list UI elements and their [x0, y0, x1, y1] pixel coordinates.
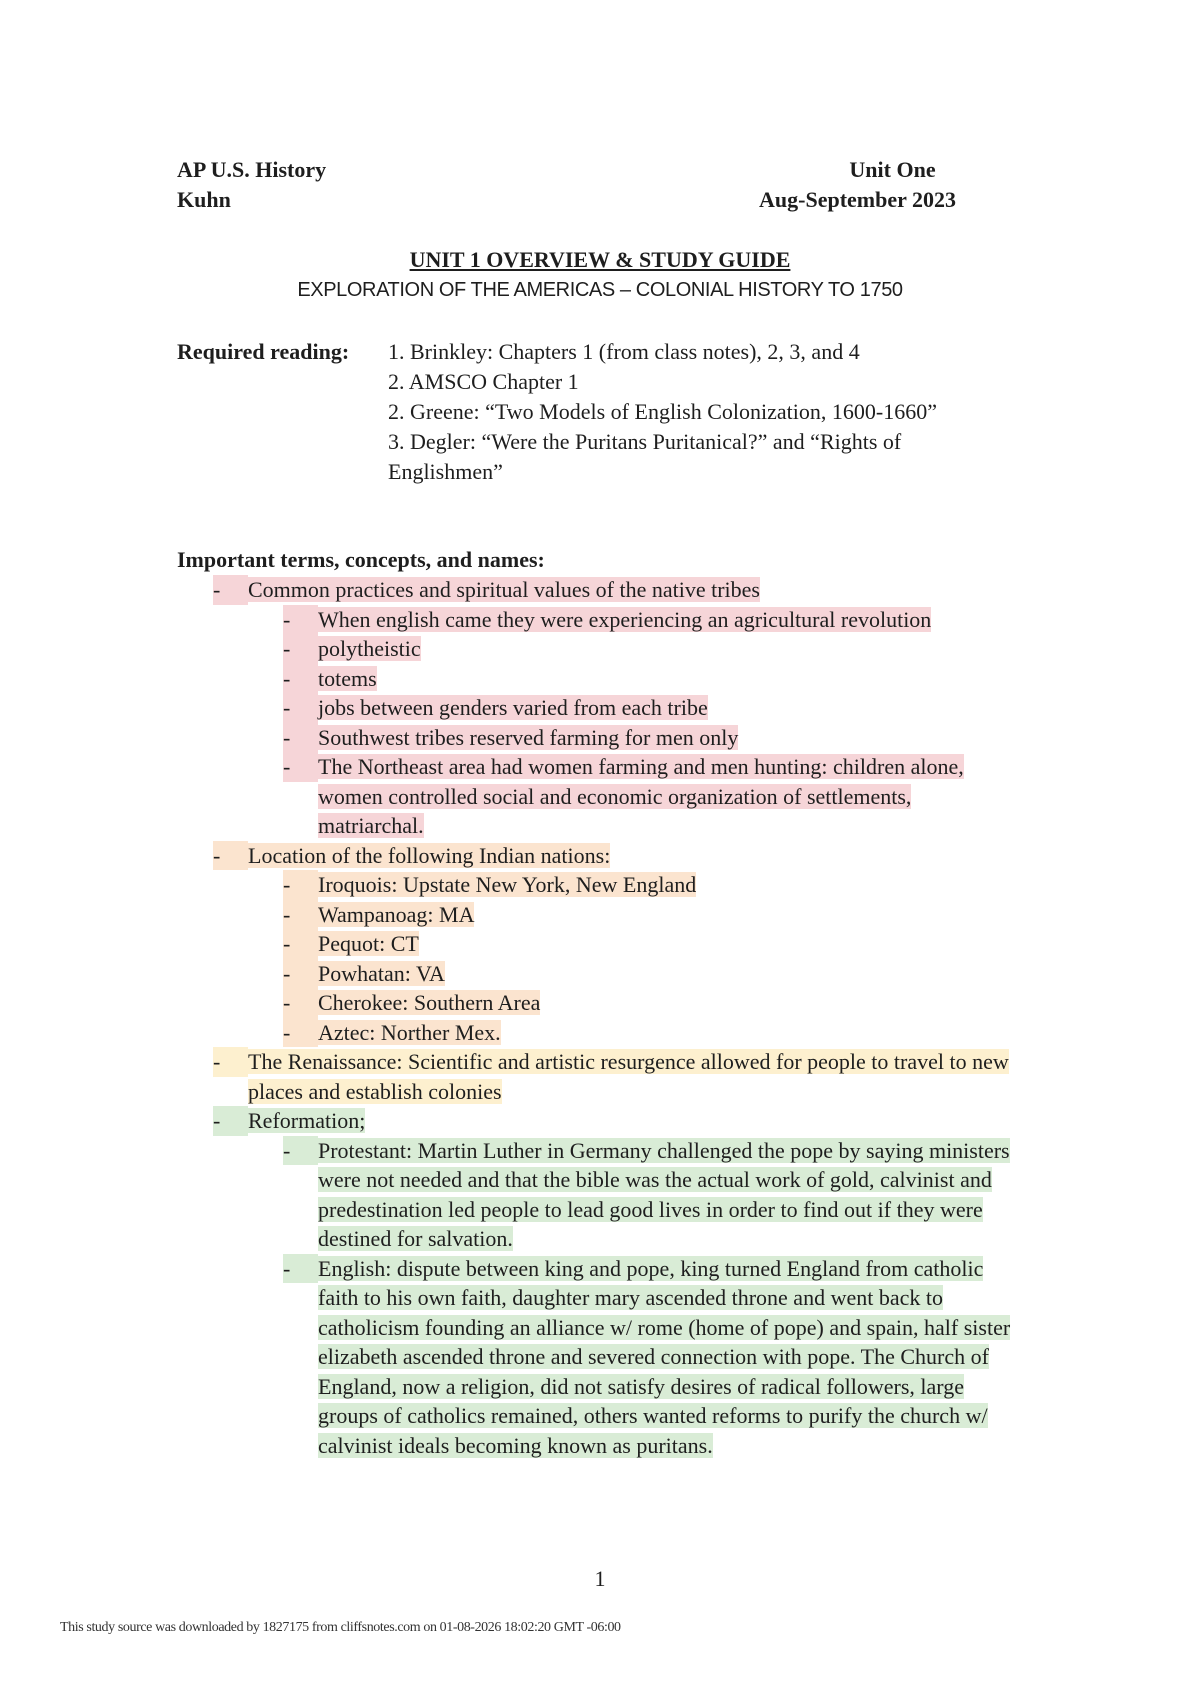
list-item	[0, 988, 1200, 1018]
list-item-text: Powhatan: VA	[318, 960, 445, 986]
list-item-text: Iroquois: Upstate New York, New England	[318, 872, 697, 897]
header-left	[177, 155, 326, 215]
list-item-text: Location of the following Indian nations:	[248, 842, 611, 868]
list-item-text: jobs between genders varied from each tribe	[318, 695, 708, 720]
list-item	[0, 870, 1200, 900]
download-footer: This study source was downloaded by 1827175 from cliffsnotes.com on 01-08-2026 18:02:20 GMT -06:00	[60, 1620, 621, 1635]
bullet-dash: -	[283, 723, 318, 753]
bullet-dash: -	[283, 1136, 318, 1166]
bullet-dash: -	[283, 900, 318, 930]
terms-heading: Important terms, concepts, and names:	[177, 547, 545, 572]
list-item	[0, 959, 1200, 989]
list-item	[0, 664, 1200, 694]
list-item	[0, 723, 1200, 753]
reading-item: 2. Greene: “Two Models of English Colonization, 1600-1660”	[388, 399, 937, 424]
list-item	[0, 752, 1200, 841]
bullet-dash: -	[283, 959, 318, 989]
list-item-reformation	[0, 1106, 1200, 1136]
page-title: UNIT 1 OVERVIEW & STUDY GUIDE	[409, 247, 791, 272]
reading-item: 2. AMSCO Chapter 1	[388, 369, 579, 394]
list-item-text: Reformation;	[248, 1108, 366, 1133]
list-item-text: Aztec: Norther Mex.	[318, 1019, 501, 1045]
bullet-dash: -	[283, 752, 318, 782]
bullet-dash: -	[213, 575, 248, 605]
course-name: AP U.S. History	[177, 157, 327, 182]
bullet-dash: -	[213, 1106, 248, 1136]
list-item	[0, 1254, 1200, 1461]
list-item-text: Pequot: CT	[318, 931, 419, 956]
list-item-renaissance	[0, 1047, 1200, 1106]
bullet-dash: -	[283, 1254, 318, 1284]
bullet-dash: -	[213, 1047, 248, 1077]
list-item-text: polytheistic	[318, 636, 421, 661]
teacher-name: Kuhn	[177, 187, 231, 212]
list-item	[0, 1136, 1200, 1254]
header-right	[759, 155, 956, 215]
required-reading-list	[388, 337, 988, 487]
bullet-dash: -	[283, 664, 318, 694]
list-item-text: The Northeast area had women farming and men hunting: children alone, women controlled social and economic organization of settlements, matriarchal.	[318, 754, 964, 838]
list-item-text: totems	[318, 665, 377, 691]
list-item-native-tribes	[0, 575, 1200, 605]
reading-item: 1. Brinkley: Chapters 1 (from class notes), 2, 3, and 4	[388, 339, 860, 364]
bullet-dash: -	[283, 605, 318, 635]
list-item-text: Wampanoag: MA	[318, 901, 475, 927]
bullet-dash: -	[283, 870, 318, 900]
terms-list	[0, 575, 1200, 1460]
list-item	[0, 900, 1200, 930]
reading-item: 3. Degler: “Were the Puritans Puritanical?” and “Rights of Englishmen”	[388, 429, 902, 484]
page-subtitle: EXPLORATION OF THE AMERICAS – COLONIAL HISTORY TO 1750	[297, 279, 903, 301]
list-item-text: Protestant: Martin Luther in Germany challenged the pope by saying ministers were not needed and that the bible was the actual work of gold, calvinist and predestination led people to lead good lives in order to find out if they were destined for salvation.	[318, 1137, 1010, 1251]
list-item-text: Common practices and spiritual values of the native tribes	[248, 577, 760, 602]
list-item	[0, 693, 1200, 723]
list-item-text: Southwest tribes reserved farming for men only	[318, 724, 739, 750]
list-item-text: When english came they were experiencing an agricultural revolution	[318, 606, 932, 632]
list-item	[0, 929, 1200, 959]
list-item	[0, 634, 1200, 664]
bullet-dash: -	[283, 693, 318, 723]
list-item-text: Cherokee: Southern Area	[318, 990, 541, 1015]
page-number: 1	[594, 1566, 606, 1591]
list-item-indian-nations	[0, 841, 1200, 871]
unit-label: Unit One	[849, 157, 936, 182]
list-item-text: English: dispute between king and pope, king turned England from catholic faith to his own faith, daughter mary ascended throne and went back to catholicism founding an alliance w/ rome (home of pope) and spain, half sister elizabeth ascended throne and severed connection with pope. The Church of England, now a religion, did not satisfy desires of radical followers, large groups of catholics remained, others wanted reforms to purify the church w/ calvinist ideals becoming known as puritans.	[318, 1255, 1011, 1458]
bullet-dash: -	[283, 1018, 318, 1048]
list-item-text: The Renaissance: Scientific and artistic resurgence allowed for people to travel to new places and establish colonies	[248, 1049, 1009, 1104]
required-reading-label: Required reading:	[177, 339, 350, 364]
bullet-dash: -	[283, 929, 318, 959]
list-item	[0, 1018, 1200, 1048]
bullet-dash: -	[283, 634, 318, 664]
bullet-dash: -	[283, 988, 318, 1018]
bullet-dash: -	[213, 841, 248, 871]
list-item	[0, 605, 1200, 635]
date-range: Aug-September 2023	[759, 187, 956, 212]
